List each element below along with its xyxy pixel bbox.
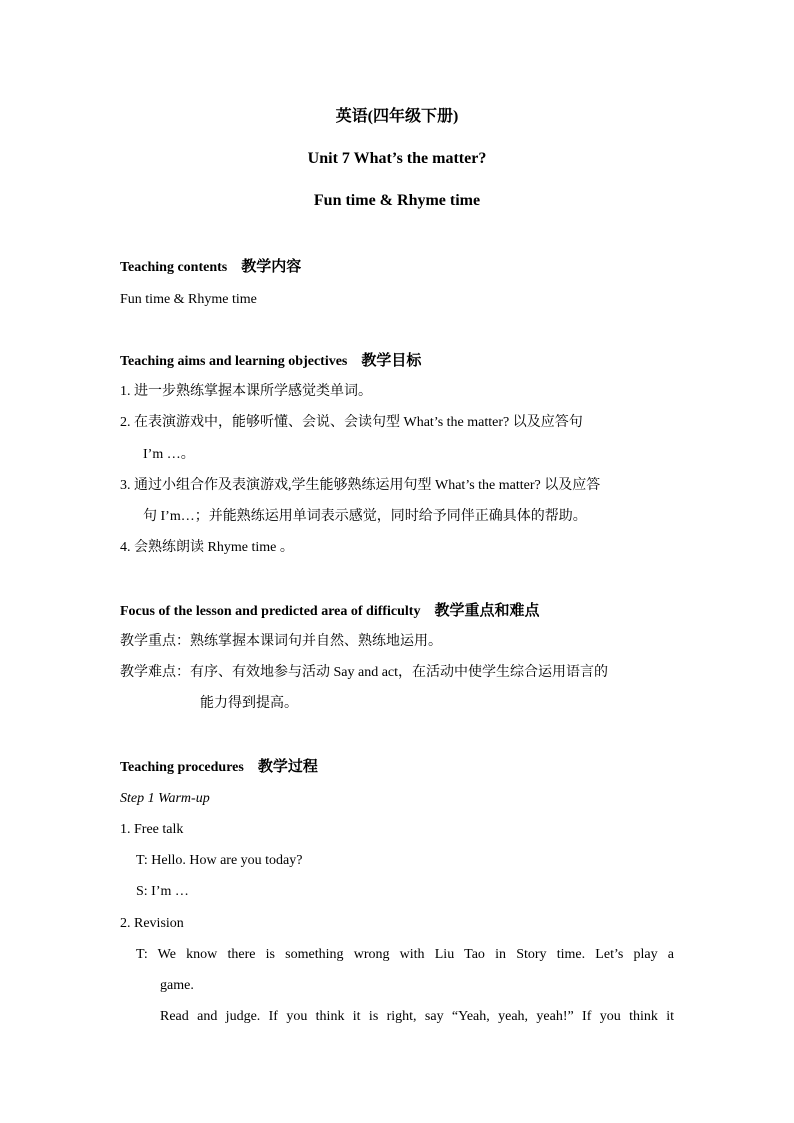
procedure-line: S: I’m …	[136, 884, 189, 899]
step-title: Step 1 Warm-up	[120, 791, 210, 806]
aims-heading-zh: 教学目标	[361, 353, 422, 369]
procedure-line: T: We know there is something wrong with Liu Tao in Story time. Let’s play a	[136, 947, 674, 962]
procedures-heading-zh: 教学过程	[257, 759, 318, 775]
focus-heading	[120, 601, 540, 621]
aim-item: 3. 通过小组合作及表演游戏,学生能够熟练运用句型 What’s the matter? 以及应答	[120, 478, 601, 493]
focus-difficulty-continued: 能力得到提高。	[200, 696, 298, 711]
procedure-line: T: Hello. How are you today?	[136, 853, 303, 868]
aim-item: 1. 进一步熟练掌握本课所学感觉类单词。	[120, 384, 372, 399]
lesson-subtitle: Fun time & Rhyme time	[313, 192, 481, 209]
procedure-line: 1. Free talk	[120, 822, 184, 837]
aim-item-continued: I’m …。	[143, 447, 195, 462]
contents-text: Fun time & Rhyme time	[120, 292, 257, 307]
focus-difficulty: 教学难点：有序、有效地参与活动 Say and act，在活动中使学生综合运用语言的	[120, 665, 609, 680]
focus-heading-zh: 教学重点和难点	[434, 603, 540, 619]
contents-heading	[120, 257, 301, 277]
procedure-line: game.	[160, 978, 194, 993]
procedure-line: Read and judge. If you think it is right, say “Yeah, yeah, yeah!” If you think it	[160, 1009, 674, 1024]
focus-key-point: 教学重点：熟练掌握本课词句并自然、熟练地运用。	[120, 634, 442, 649]
contents-heading-zh: 教学内容	[241, 259, 302, 275]
procedures-heading-en: Teaching procedures	[120, 760, 244, 775]
procedures-heading	[120, 757, 318, 777]
document-title: 英语(四年级下册)	[335, 108, 459, 125]
focus-heading-en: Focus of the lesson and predicted area of difficulty	[120, 604, 421, 619]
procedure-line: 2. Revision	[120, 916, 184, 931]
unit-title: Unit 7 What’s the matter?	[307, 150, 487, 167]
contents-heading-en: Teaching contents	[120, 260, 228, 275]
aim-item: 4. 会熟练朗读 Rhyme time 。	[120, 540, 294, 555]
aim-item-continued: 句 I’m…；并能熟练运用单词表示感觉，同时给予同伴正确具体的帮助。	[143, 509, 587, 524]
aims-heading	[120, 351, 421, 371]
aim-item: 2. 在表演游戏中，能够听懂、会说、会读句型 What’s the matter? 以及应答句	[120, 415, 583, 430]
aims-heading-en: Teaching aims and learning objectives	[120, 354, 348, 369]
